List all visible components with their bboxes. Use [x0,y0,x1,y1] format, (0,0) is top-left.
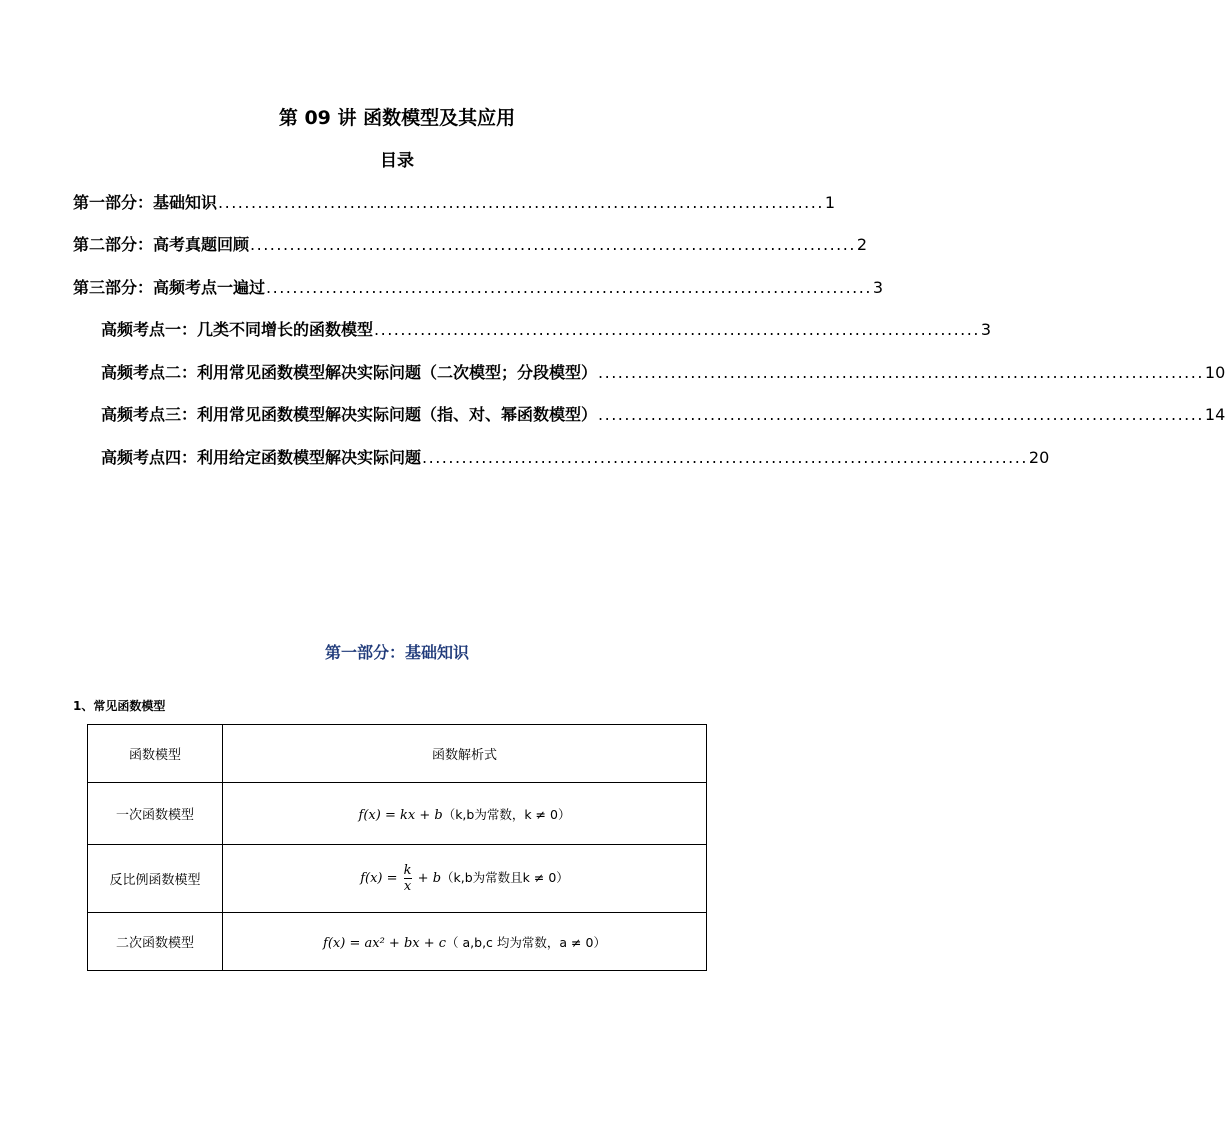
toc-entry-part1[interactable] [73,190,836,216]
formula-cell [223,783,707,845]
formula: f(x) = $\frac{k}{x}$ + b [360,863,442,894]
model-name-cell: 二次函数模型 [88,913,223,971]
toc-leader-dots: ............................................................................................ [374,320,980,339]
toc-entry-page: 1 [824,193,836,212]
toc-leader-dots: ............................................................................................ [422,448,1028,467]
sub-heading: 1、常见函数模型 [73,699,166,713]
toc-entry-page: 3 [872,278,884,297]
toc-leader-dots: ............................................................................................ [598,405,1204,424]
page-title: 第 09 讲 函数模型及其应用 [278,107,516,129]
fraction-numerator: k [403,863,412,878]
table-header-cell: 函数模型 [88,725,223,783]
formula-cell [223,913,707,971]
toc-entry-topic3[interactable] [101,402,1225,428]
formula-cell [223,845,707,913]
fraction-denominator: x [403,879,412,894]
toc-heading: 目录 [380,151,414,171]
table-row [88,845,707,913]
model-name-cell: 反比例函数模型 [88,845,223,913]
toc-leader-dots: ............................................................................................ [218,193,824,212]
table-row [88,783,707,845]
formula-note: （ a,b,c 均为常数，a ≠ 0） [446,934,606,950]
function-models-table [87,724,707,971]
model-name-cell: 一次函数模型 [88,783,223,845]
table-row [88,913,707,971]
toc-entry-label: 第三部分：高频考点一遍过 [73,278,266,297]
fraction [404,863,412,894]
toc-entry-label: 第一部分：基础知识 [73,193,218,212]
section-heading: 第一部分：基础知识 [324,643,469,662]
toc-entry-page: 3 [980,320,992,339]
toc-entry-page: 10 [1204,363,1225,382]
formula: f(x) = ax² + bx + c [323,935,447,951]
toc-entry-page: 20 [1028,448,1050,467]
toc-entry-topic4[interactable] [101,445,1050,471]
formula: f(x) = kx + b [358,807,443,823]
toc-entry-label: 高频考点四：利用给定函数模型解决实际问题 [101,448,422,467]
toc-leader-dots: ............................................................................................ [598,363,1204,382]
toc-entry-topic1[interactable] [101,317,992,343]
toc-entry-page: 14 [1204,405,1225,424]
formula-note: （k,b为常数，k ≠ 0） [442,806,571,822]
toc-entry-page: 2 [856,235,868,254]
toc-entry-label: 高频考点三：利用常见函数模型解决实际问题（指、对、幂函数模型） [101,405,598,424]
toc-leader-dots: ............................................................................................ [266,278,872,297]
toc-entry-label: 高频考点二：利用常见函数模型解决实际问题（二次模型；分段模型） [101,363,598,382]
toc-entry-part3[interactable] [73,275,884,301]
toc-leader-dots: ............................................................................................ [250,235,856,254]
table-header-row [88,725,707,783]
toc-entry-label: 高频考点一：几类不同增长的函数模型 [101,320,374,339]
toc-entry-label: 第二部分：高考真题回顾 [73,235,250,254]
toc-entry-topic2[interactable] [101,360,1225,386]
table-header-cell: 函数解析式 [223,725,707,783]
formula-note: （k,b为常数且k ≠ 0） [441,870,569,885]
toc-entry-part2[interactable] [73,232,868,258]
